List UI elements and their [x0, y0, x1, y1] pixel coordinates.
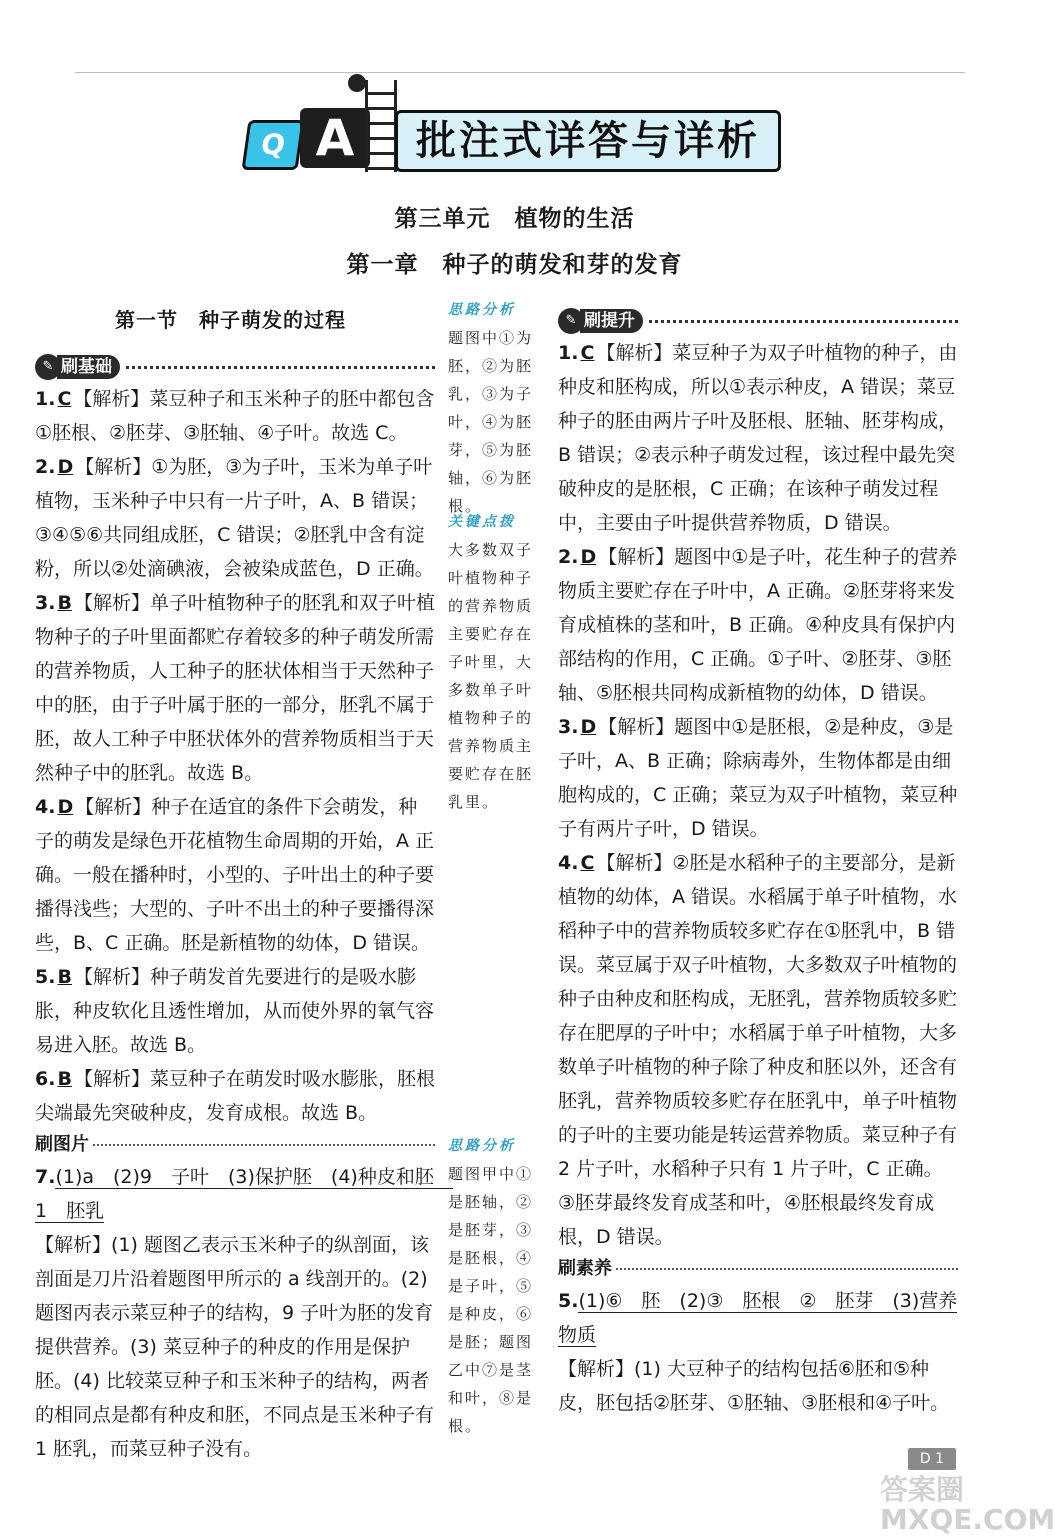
unit-title: 第三单元 植物的生活: [394, 206, 635, 232]
page-number: D 1: [908, 1448, 956, 1470]
side-note-1-heading: 思路分析: [448, 302, 516, 318]
side-note-2-text: 大多数双子叶植物种子的营养物质主要贮存在子叶里，大多数单子叶植物种子的营养物质主要贮存在胚乳里。: [448, 541, 534, 811]
literacy-header: [558, 1254, 958, 1284]
climber-icon: [348, 74, 366, 92]
watermark: 答案圈 MXQE.COM: [880, 1473, 1055, 1536]
right-q5-analysis: 【解析】(1) 大豆种子的结构包括⑥胚和⑤种皮，胚包括②胚芽、①胚轴、③胚根和④子叶。: [558, 1358, 950, 1414]
banner-title: 批注式详答与详析: [395, 110, 781, 172]
banner-a-badge: A: [300, 108, 370, 168]
side-note-2-heading: 关键点拨: [448, 514, 516, 530]
left-column: [35, 352, 453, 1466]
pic-label: 刷图片: [35, 1134, 89, 1155]
right-q3: 3. D 【解析】题图中①是胚根，②是种皮，③是子叶，A、B 正确；除病毒外，生物体都是由细胞构成的，C 正确；菜豆为双子叶植物，菜豆种子有两片子叶，D 错误。: [558, 716, 958, 840]
left-q3: 3. B 【解析】单子叶植物种子的胚乳和双子叶植物种子的子叶里面都贮存着较多的种子萌发所需的营养物质，人工种子的胚状体相当于天然种子中的胚，由于子叶属于胚的一部分，胚乳不属于胚，故人工种子中胚状体外的营养物质相当于天然种子中的胚乳。故选 B。: [35, 592, 435, 784]
banner: [245, 80, 760, 180]
left-q7-analysis: 【解析】(1) 题图乙表示玉米种子的纵剖面，该剖面是刀片沿着题图甲所示的 a 线剖开的。(2) 题图丙表示菜豆种子的结构，9 子叶为胚的发育提供营养。(3) 菜豆种子的种皮的作用是保护胚。(4) 比较菜豆种子和玉米种子的结构，两者的相同点是都有种皮和胚，不同点是玉米种子有 1 胚乳，而菜豆种子没有。: [35, 1234, 435, 1460]
chapter-title: 第一章 种子的萌发和芽的发育: [346, 252, 683, 278]
right-column: [558, 306, 958, 1420]
side-note-2: [448, 508, 548, 816]
pencil-icon: ✎: [558, 308, 584, 334]
left-q1: 1. C 【解析】菜豆种子和玉米种子的胚中都包含①胚根、②胚芽、③胚轴、④子叶。故选 C。: [35, 388, 435, 444]
left-q2: 2. D 【解析】①为胚，③为子叶，玉米为单子叶植物，玉米种子中只有一片子叶，A、B 错误；③④⑤⑥共同组成胚，C 错误；②胚乳中含有淀粉，所以②处滴碘液，会被染成蓝色，D 正确。: [35, 456, 434, 580]
top-rule: [75, 72, 965, 73]
literacy-label: 刷素养: [558, 1258, 612, 1279]
side-note-1-text: 题图中①为胚，②为胚乳，③为子叶，④为胚芽，⑤为胚轴，⑥为胚根。: [448, 329, 534, 515]
side-note-1: [448, 296, 548, 520]
right-q1: 1. C 【解析】菜豆种子为双子叶植物的种子，由种皮和胚构成，所以①表示种皮，A 错误；菜豆种子的胚由两片子叶及胚根、胚轴、胚芽构成，B 错误；②表示种子萌发过程，该过程中最先突破种皮的是胚根，C 正确；在该种子萌发过程中，主要由子叶提供营养物质，D 错误。: [558, 342, 958, 534]
side-note-3-text: 题图甲中①是胚轴，②是胚芽，③是胚根，④是子叶，⑤是种皮，⑥是胚；题图乙中⑦是茎和叶，⑧是根。: [448, 1165, 534, 1435]
ladder-icon: [365, 80, 397, 172]
improve-label: 刷提升: [580, 309, 643, 333]
side-note-3: [448, 1132, 548, 1440]
improve-header: [558, 306, 958, 336]
right-q4: 4. C 【解析】②胚是水稻种子的主要部分，是新植物的幼体，A 错误。水稻属于单子叶植物，水稻种子中的营养物质较多贮存在①胚乳中，B 错误。菜豆属于双子叶植物，大多数双子叶植物的种子由种皮和胚构成，无胚乳，营养物质较多贮存在肥厚的子叶中；水稻属于单子叶植物，大多数单子叶植物的种子除了种皮和胚以外，还含有胚乳，营养物质较多贮存在胚乳中，单子叶植物的子叶的主要功能是转运营养物质。菜豆种子有 2 片子叶，水稻种子只有 1 片子叶，C 正确。③胚芽最终发育成茎和叶，④胚根最终发育成根，D 错误。: [558, 852, 958, 1248]
pic-header: [35, 1130, 435, 1160]
left-q7-answer: 7.(1)a (2)9 子叶 (3)保护胚 (4)种皮和胚 1 胚乳: [35, 1166, 453, 1222]
section-title: 第一节 种子萌发的过程: [115, 308, 346, 332]
basic-label: 刷基础: [57, 355, 120, 379]
right-q5-answer: 5.(1)⑥ 胚 (2)③ 胚根 ② 胚芽 (3)营养物质: [558, 1290, 958, 1346]
banner-q-badge: Q: [241, 120, 304, 170]
pencil-icon: ✎: [35, 354, 61, 380]
basic-header: [35, 352, 435, 382]
right-q2: 2. D 【解析】题图中①是子叶，花生种子的营养物质主要贮存在子叶中，A 正确。②胚芽将来发育成植株的茎和叶，B 正确。④种皮具有保护内部结构的作用，C 正确。①子叶、②胚芽、③胚轴、⑤胚根共同构成新植物的幼体，D 错误。: [558, 546, 958, 704]
left-q4: 4. D 【解析】种子在适宜的条件下会萌发，种子的萌发是绿色开花植物生命周期的开始，A 正确。一般在播种时，小型的、子叶出土的种子要播得浅些；大型的、子叶不出土的种子要播得深些，B、C 正确。胚是新植物的幼体，D 错误。: [35, 796, 435, 954]
side-note-3-heading: 思路分析: [448, 1138, 516, 1154]
left-q5: 5. B 【解析】种子萌发首先要进行的是吸水膨胀，种皮软化且透性增加，从而使外界的氧气容易进入胚。故选 B。: [35, 966, 435, 1056]
left-q6: 6. B 【解析】菜豆种子在萌发时吸水膨胀，胚根尖端最先突破种皮，发育成根。故选 B。: [35, 1068, 435, 1124]
